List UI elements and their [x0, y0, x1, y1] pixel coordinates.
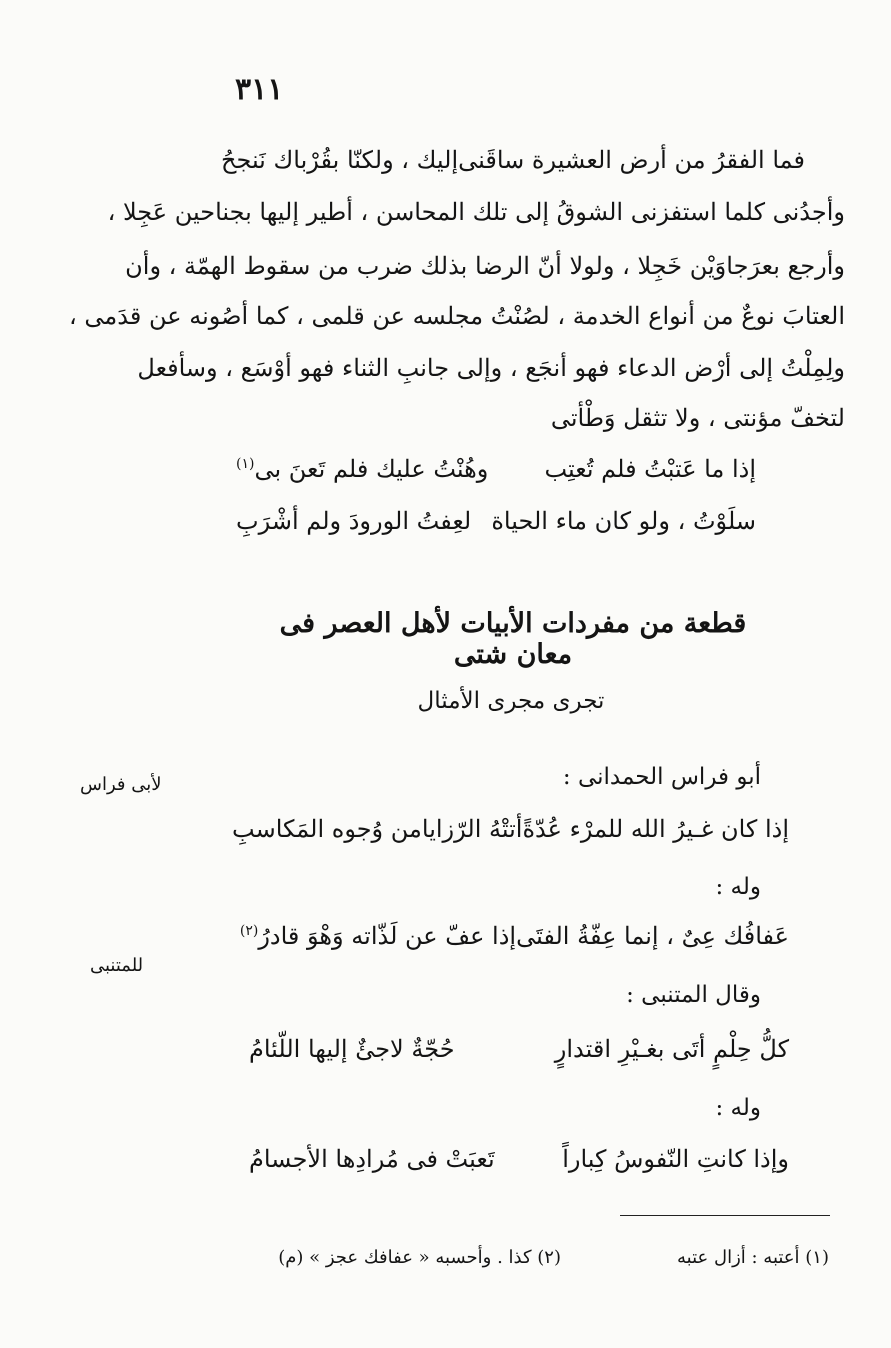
verse-line: [249, 1035, 789, 1063]
footnote-ref: (١): [236, 456, 255, 472]
verse-second-hemistich: أتتْهُ الرّزايامن وُجوه المَكاسبِ: [232, 815, 523, 843]
verse-first-hemistich: إذا ما عَتبْتُ فلم تُعتِب: [544, 455, 756, 483]
verse-second-hemistich: حُجّةٌ لاجئٌ إليها اللّئامُ: [249, 1035, 455, 1063]
verse-second-hemistich: تَعبَتْ فى مُرادِها الأجسامُ: [249, 1145, 495, 1173]
prose-line: لتخفّ مؤنتى ، ولا تثقل وَطْأتى: [550, 404, 845, 432]
prose-line: ولِمِلْتُ إلى أرْض الدعاء فهو أنجَع ، وإلى جانبِ الثناء فهو أوْسَع ، وسأفعل: [137, 354, 845, 382]
prose-line: وأجدُنى كلما استفزنى الشوقُ إلى تلك المحاسن ، أطير إليها بجناحين عَجِلا ،: [107, 198, 845, 226]
margin-note: لأبى فراس: [80, 774, 162, 795]
verse-line: [239, 922, 789, 950]
speaker-label: أبو فراس الحمدانى :: [562, 764, 761, 790]
verse-first-hemistich: وإذا كانتِ النّفوسُ كِباراً: [562, 1145, 789, 1173]
verse-second-hemistich: إليك ، ولكنّا بقُرْباك نَنجحُ: [220, 146, 459, 174]
margin-note: للمتنبى: [90, 955, 144, 976]
prose-line: وأرجع بعرَجاوَيْن خَجِلا ، ولولا أنّ الرضا بذلك ضرب من سقوط الهمّة ، وأن: [125, 252, 845, 280]
speaker-label: وقال المتنبى :: [626, 982, 761, 1008]
footnote: (١) أعتبه : أزال عتبه: [677, 1247, 829, 1268]
opening-verse: [220, 146, 805, 174]
verse-second-hemistich: إذا عفّ عن لَذّاته وَهْوَ قادرُ$^{(٢)}$: [239, 922, 517, 950]
verse-line: [232, 815, 789, 843]
page-number: ٣١١: [235, 72, 284, 107]
section-heading: قطعة من مفردات الأبيات لأهل العصر فى معان شتى: [279, 608, 747, 670]
speaker-label: وله :: [715, 874, 761, 900]
verse-first-hemistich: سلَوْتُ ، ولو كان ماء الحياة: [491, 507, 756, 535]
verse-line: [236, 455, 756, 483]
verse-first-hemistich: عَفافُك عِىٌ ، إنما عِفّةُ الفتَى: [516, 922, 789, 950]
section-subheading: تجرى مجرى الأمثال: [417, 688, 605, 714]
speaker-label: وله :: [715, 1095, 761, 1121]
footnote-ref: (٢): [239, 923, 259, 939]
footnote-divider: [620, 1215, 830, 1216]
verse-line: [249, 1145, 789, 1173]
verse-second-hemistich: وهُنْتُ عليك فلم تَعنَ بى$^{(١)}$: [236, 455, 489, 483]
verse-second-hemistich: لعِفتُ الورودَ ولم أشْرَبِ: [236, 507, 472, 535]
verse-first-hemistich: فما الفقرُ من أرض العشيرة ساقَنى: [458, 146, 805, 174]
footnote: (٢) كذا . وأحسبه « عفافك عجز » (م): [278, 1247, 561, 1268]
prose-line: العتابَ نوعٌ من أنواع الخدمة ، لصُنْتُ مجلسه عن قلمى ، كما أصُونه عن قدَمى ،: [69, 302, 845, 330]
verse-first-hemistich: إذا كان غـيرُ الله للمرْء عُدّةً: [522, 815, 789, 843]
verse-line: [236, 507, 756, 535]
verse-first-hemistich: كلُّ حِلْمٍ أتَى بغـيْرِ اقتدارٍ: [554, 1035, 789, 1063]
